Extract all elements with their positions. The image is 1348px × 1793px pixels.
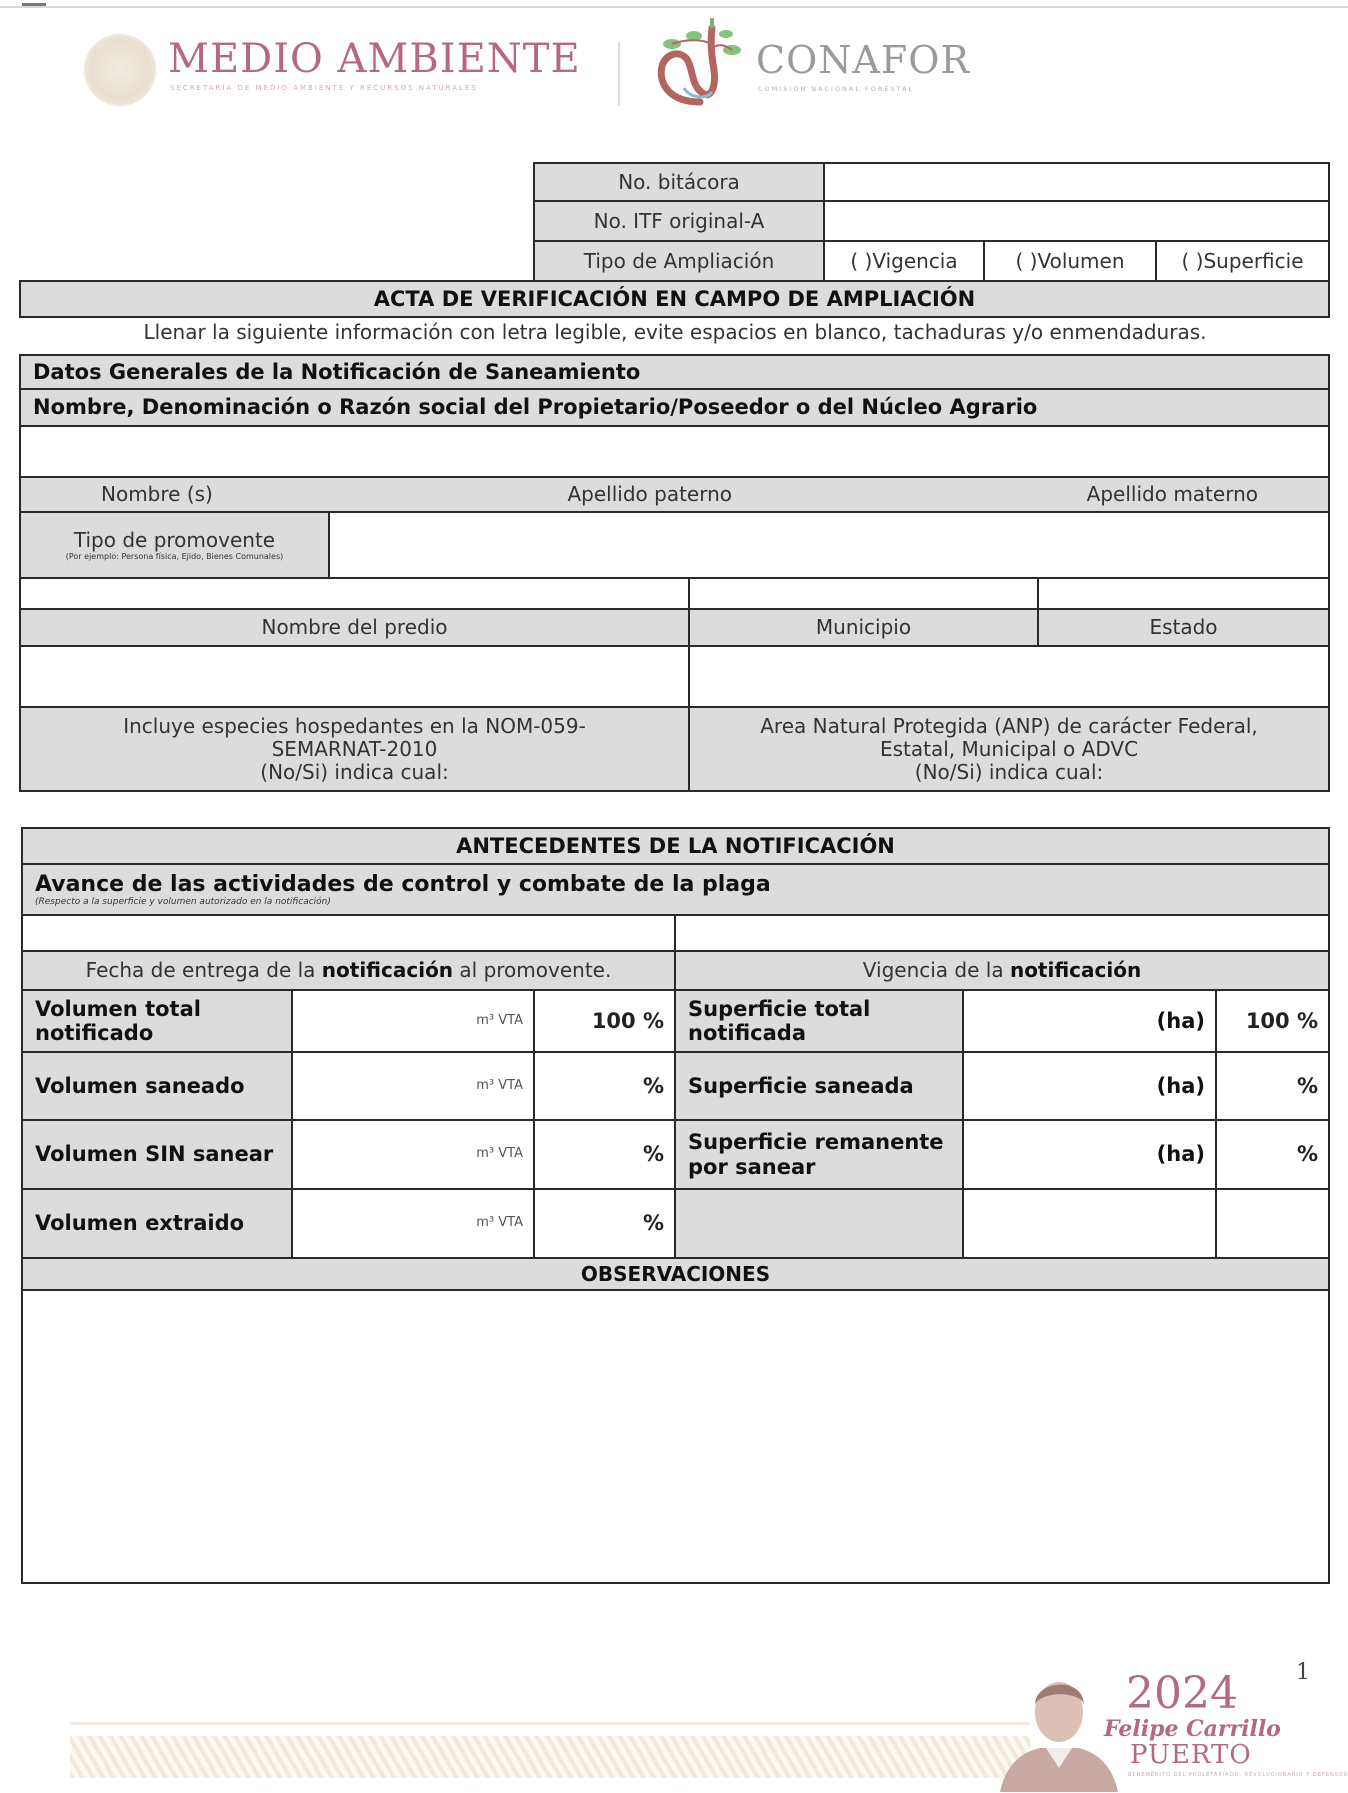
medio-ambiente-logo-title: MEDIO AMBIENTE <box>168 36 581 82</box>
nom-059-cell <box>19 706 690 792</box>
conafor-logo-title: CONAFOR <box>756 38 971 82</box>
top-mark <box>22 3 46 6</box>
fecha-label-bold: notificación <box>321 958 454 982</box>
apellido-materno-label: Apellido materno <box>1086 482 1258 506</box>
owner-name-field[interactable] <box>19 425 1330 478</box>
sup-label-2: Superficie remanente por sanear <box>674 1119 964 1190</box>
observaciones-title: OBSERVACIONES <box>21 1257 1330 1291</box>
municipio-estado-field[interactable] <box>688 645 1330 708</box>
apellido-paterno-label: Apellido paterno <box>567 482 733 506</box>
anp-cell <box>688 706 1330 792</box>
sup-value-0[interactable]: (ha) <box>962 989 1217 1053</box>
itf-field[interactable] <box>823 200 1330 242</box>
vol-label-0: Volumen total notificado <box>21 989 293 1053</box>
footer-year: 2024 <box>1126 1668 1238 1719</box>
conafor-tree-icon <box>650 14 750 106</box>
vol-label-1: Volumen saneado <box>21 1051 293 1121</box>
promovente-hint: (Por ejemplo: Persona física, Ejido, Bienes Comunales) <box>65 551 284 561</box>
footer-name: Felipe Carrillo <box>1104 1716 1281 1742</box>
vol-value-2[interactable]: m³ VTA <box>291 1119 535 1190</box>
vol-pct-2[interactable]: % <box>533 1119 676 1190</box>
bitacora-field[interactable] <box>823 162 1330 202</box>
footer-rule <box>70 1722 1030 1725</box>
vol-label-2: Volumen SIN sanear <box>21 1119 293 1190</box>
footer-name-2: PUERTO <box>1130 1740 1252 1770</box>
municipio-label: Municipio <box>688 608 1039 647</box>
vol-value-1[interactable]: m³ VTA <box>291 1051 535 1121</box>
sup-pct-0: 100 % <box>1215 989 1330 1053</box>
vigencia-field[interactable] <box>674 914 1330 952</box>
sup-label-0: Superficie total notificada <box>674 989 964 1053</box>
vol-pct-0: 100 % <box>533 989 676 1053</box>
avance-title: Avance de las actividades de control y combate de la plaga <box>35 871 771 897</box>
vol-pct-1[interactable]: % <box>533 1051 676 1121</box>
observaciones-field[interactable] <box>21 1289 1330 1584</box>
national-seal-icon <box>84 34 156 106</box>
anp-label-line3: (No/Si) indica cual: <box>914 759 1104 784</box>
sup-pct-1[interactable]: % <box>1215 1051 1330 1121</box>
predio-field[interactable] <box>19 645 690 708</box>
municipio-top-field[interactable] <box>688 577 1039 610</box>
estado-top-field[interactable] <box>1037 577 1330 610</box>
sup-label-3-empty <box>674 1188 964 1259</box>
sup-label-1: Superficie saneada <box>674 1051 964 1121</box>
fecha-label-post: al promovente. <box>453 958 612 982</box>
vigencia-label-bold: notificación <box>1009 958 1142 982</box>
vol-value-3[interactable]: m³ VTA <box>291 1188 535 1259</box>
vol-label-3: Volumen extraido <box>21 1188 293 1259</box>
instructions-text: Llenar la siguiente información con letra legible, evite espacios en blanco, tachaduras y/o enmendaduras. <box>143 320 1207 344</box>
sup-pct-3-empty <box>1215 1188 1330 1259</box>
logo-divider <box>618 42 620 106</box>
fecha-entrega-label <box>21 950 676 991</box>
bitacora-label: No. bitácora <box>533 162 825 202</box>
avance-cell <box>21 863 1330 916</box>
general-section-title: Datos Generales de la Notificación de Saneamiento <box>19 354 1330 390</box>
sup-value-1[interactable]: (ha) <box>962 1051 1217 1121</box>
fecha-label-pre: Fecha de entrega de la <box>85 958 322 982</box>
predio-top-field[interactable] <box>19 577 690 610</box>
top-rule <box>0 6 1348 8</box>
footer-subtitle: BENEMÉRITO DEL PROLETARIADO, REVOLUCIONARIO Y DEFENSOR <box>1128 1772 1348 1778</box>
itf-label: No. ITF original-A <box>533 200 825 242</box>
fecha-entrega-field[interactable] <box>21 914 676 952</box>
portrait-illustration-icon <box>1000 1664 1118 1792</box>
nom-label-line2: SEMARNAT-2010 <box>271 736 438 761</box>
promovente-field[interactable] <box>328 511 1330 579</box>
sup-value-2[interactable]: (ha) <box>962 1119 1217 1190</box>
owner-title: Nombre, Denominación o Razón social del Propietario/Poseedor o del Núcleo Agrario <box>19 388 1330 427</box>
nom-label-line1: Incluye especies hospedantes en la NOM-059- <box>123 713 586 738</box>
anp-label-line1: Area Natural Protegida (ANP) de carácter Federal, <box>760 713 1258 738</box>
nom-label-line3: (No/Si) indica cual: <box>260 759 449 784</box>
vigencia-label <box>674 950 1330 991</box>
promovente-label-cell <box>19 511 330 579</box>
option-vigencia[interactable]: ( )Vigencia <box>823 240 985 282</box>
sup-value-3-empty <box>962 1188 1217 1259</box>
conafor-logo-subtitle: COMISIÓN NACIONAL FORESTAL <box>758 85 915 93</box>
tipo-ampliacion-label: Tipo de Ampliación <box>533 240 825 282</box>
option-volumen[interactable]: ( )Volumen <box>983 240 1157 282</box>
antecedentes-title: ANTECEDENTES DE LA NOTIFICACIÓN <box>21 827 1330 865</box>
page-number: 1 <box>1296 1660 1310 1685</box>
option-superficie[interactable]: ( )Superficie <box>1155 240 1330 282</box>
medio-ambiente-logo-subtitle: SECRETARÍA DE MEDIO AMBIENTE Y RECURSOS NATURALES <box>170 84 478 92</box>
vol-value-0[interactable]: m³ VTA <box>291 989 535 1053</box>
promovente-label: Tipo de promovente <box>73 527 276 552</box>
name-labels-row <box>19 476 1330 513</box>
anp-label-line2: Estatal, Municipal o ADVC <box>879 736 1139 761</box>
vol-pct-3[interactable]: % <box>533 1188 676 1259</box>
form-title: ACTA DE VERIFICACIÓN EN CAMPO DE AMPLIACIÓN <box>19 280 1330 318</box>
footer-pattern-band <box>70 1736 1030 1778</box>
avance-hint: (Respecto a la superficie y volumen autorizado en la notificación) <box>35 896 331 907</box>
vigencia-label-pre: Vigencia de la <box>862 958 1010 982</box>
sup-pct-2[interactable]: % <box>1215 1119 1330 1190</box>
predio-label: Nombre del predio <box>19 608 690 647</box>
estado-label: Estado <box>1037 608 1330 647</box>
nombres-label: Nombre (s) <box>101 482 213 506</box>
